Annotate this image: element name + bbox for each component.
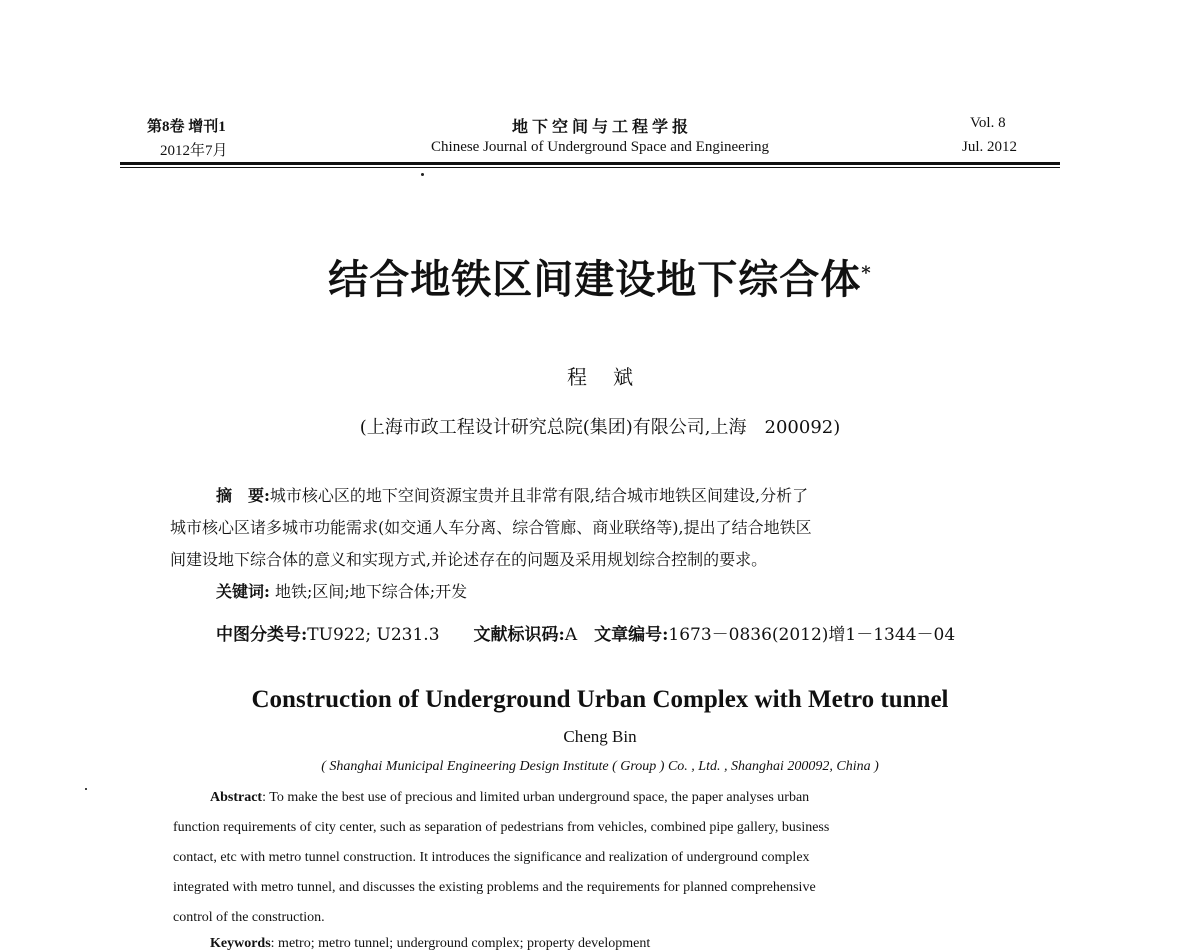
abstract-cn-label: 摘 要: bbox=[216, 486, 270, 505]
abstract-cn-line-2: 城市核心区诸多城市功能需求(如交通人车分离、综合管廊、商业联络等),提出了结合地铁区 bbox=[170, 518, 812, 537]
journal-name-en: Chinese Journal of Underground Space and Engineering bbox=[431, 139, 769, 155]
header-rule-thin bbox=[120, 167, 1060, 168]
scan-speck bbox=[85, 788, 87, 790]
date-cn: 2012年7月 bbox=[160, 143, 228, 159]
paper-title-cn: 结合地铁区间建设地下综合体* bbox=[328, 256, 872, 303]
journal-name-cn: 地 下 空 间 与 工 程 学 报 bbox=[511, 119, 688, 136]
abstract-en-line-4: integrated with metro tunnel, and discusses the existing problems and the requirements for planned comprehensive bbox=[173, 880, 816, 895]
abstract-en-line-5: control of the construction. bbox=[173, 910, 325, 925]
affiliation-cn: (上海市政工程设计研究总院(集团)有限公司,上海 200092) bbox=[359, 417, 841, 438]
keywords-en: Keywords: metro; metro tunnel; underground complex; property development bbox=[210, 936, 651, 951]
abstract-cn-line-1: 摘 要:城市核心区的地下空间资源宝贵并且非常有限,结合城市地铁区间建设,分析了 bbox=[216, 486, 809, 505]
title-footnote-mark: * bbox=[861, 262, 872, 284]
abstract-en-line-2: function requirements of city center, such as separation of pedestrians from vehicles, combined pipe gallery, business bbox=[173, 820, 830, 835]
abstract-en-line-1: Abstract: To make the best use of precious and limited urban underground space, the paper analyses urban bbox=[210, 790, 810, 805]
classification-cn: 中图分类号:TU922; U231.3 文献标识码:A 文章编号:1673－0836(2012)增1－1344－04 bbox=[216, 625, 956, 645]
keywords-en-label: Keywords bbox=[210, 936, 271, 951]
affiliation-en: ( Shanghai Municipal Engineering Design Institute ( Group ) Co. , Ltd. , Shanghai 200092, China ) bbox=[321, 759, 879, 774]
abstract-en-label: Abstract bbox=[210, 790, 263, 805]
keywords-cn: 关键词: 地铁;区间;地下综合体;开发 bbox=[216, 582, 468, 601]
volume-en: Vol. 8 bbox=[970, 115, 1006, 131]
header-rule-thick bbox=[120, 162, 1060, 165]
date-en: Jul. 2012 bbox=[962, 139, 1018, 155]
scan-dot bbox=[421, 173, 424, 176]
keywords-cn-label: 关键词: bbox=[216, 582, 270, 601]
author-cn: 程斌 bbox=[567, 365, 659, 389]
abstract-cn-line-3: 间建设地下综合体的意义和实现方式,并论述存在的问题及采用规划综合控制的要求。 bbox=[170, 550, 768, 569]
paper-title-en: Construction of Underground Urban Complex with Metro tunnel bbox=[251, 686, 949, 713]
author-en: Cheng Bin bbox=[563, 727, 637, 746]
volume-issue-cn: 第8卷 增刊1 bbox=[147, 119, 226, 135]
abstract-en-line-3: contact, etc with metro tunnel construction. It introduces the significance and realization of underground complex bbox=[173, 850, 810, 865]
